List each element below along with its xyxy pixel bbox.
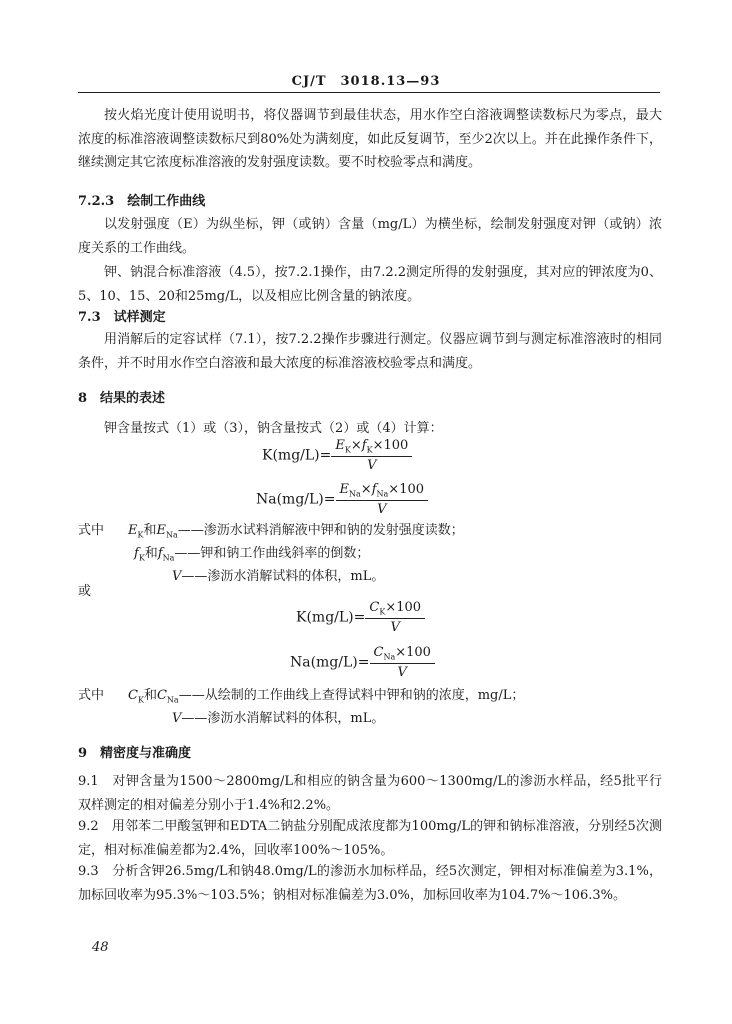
where-label-2: 式中 — [78, 688, 105, 703]
formula-3-denominator: V — [390, 619, 400, 635]
formula-1-numerator: $E_K\times f_K\times 100$ — [331, 438, 412, 457]
formula-1-lhs: K(mg/L)= — [262, 447, 332, 464]
section-7-2-2-body: 按火焰光度计使用说明书，将仪器调节到最佳状态，用水作空白溶液调整读数标尺为零点，最大浓度的标准溶液调整读数标尺到80%处为满刻度，如此反复调节，至少2次以上。并在此操作条件下，继续测定其它浓度标准溶液的发射强度读数。要不时校验零点和满度。 — [78, 108, 662, 170]
formula-4-denominator: V — [397, 664, 407, 680]
section-7-3-heading: 7.3 试样测定 — [78, 310, 166, 325]
formula-3-lhs: K(mg/L)= — [296, 609, 366, 626]
where-1-item-3: V——渗沥水消解试料的体积，mL。 — [172, 569, 385, 584]
section-9-3: 9.3 分析含钾26.5mg/L和钠48.0mg/L的渗沥水加标样品，经5次测定，钾相对标准偏差为3.1%，加标回收率为95.3%～103.5%；钠相对标准偏差为3.0%，加标回收率为104.7%～106.3%。 — [78, 864, 662, 903]
formula-3-numerator: $C_K\times 100$ — [365, 600, 425, 619]
formula-4 — [290, 645, 435, 680]
where-2-item-2: V——渗沥水消解试料的体积，mL。 — [172, 711, 385, 726]
formula-2 — [256, 482, 428, 517]
section-8-heading: 8 结果的表述 — [78, 391, 166, 406]
formula-4-lhs: Na(mg/L)= — [290, 654, 370, 671]
section-7-2-3-p1: 以发射强度（E）为纵坐标，钾（或钠）含量（mg/L）为横坐标，绘制发射强度对钾（或钠）浓度关系的工作曲线。 — [78, 217, 662, 256]
section-7-2-3-p2: 钾、钠混合标准溶液（4.5），按7.2.1操作，由7.2.2测定所得的发射强度，其对应的钾浓度为0、5、10、15、20和25mg/L，以及相应比例含量的钠浓度。 — [78, 265, 662, 304]
section-9-heading: 9 精密度与准确度 — [78, 746, 192, 761]
page-number: 48 — [92, 940, 109, 955]
formula-1-denominator: V — [367, 457, 377, 473]
section-9-2: 9.2 用邻苯二甲酸氢钾和EDTA二钠盐分别配成浓度都为100mg/L的钾和钠标准溶液，分别经5次测定，相对标准偏差都为2.4%，回收率100%～105%。 — [78, 819, 662, 858]
formula-4-numerator: $C_{Na}\times 100$ — [370, 645, 435, 664]
where-label-1: 式中 — [78, 523, 105, 538]
formula-3 — [296, 600, 425, 635]
where-1-item-1: $E_K$和$E_{Na}——$渗沥水试料消解液中钾和钠的发射强度读数； — [128, 523, 464, 540]
section-7-2-3-heading: 7.2.3 绘制工作曲线 — [78, 194, 206, 209]
or-label: 或 — [78, 584, 92, 599]
formula-2-denominator: V — [377, 501, 387, 517]
header-rule — [78, 92, 660, 93]
section-8-intro: 钾含量按式（1）或（3），钠含量按式（2）或（4）计算： — [104, 421, 443, 436]
formula-2-numerator: $E_{Na}\times f_{Na}\times 100$ — [336, 482, 429, 501]
formula-1 — [262, 438, 412, 473]
where-2-item-1: $C_K$和$C_{Na}——$从绘制的工作曲线上查得试料中钾和钠的浓度，mg/L； — [128, 688, 525, 705]
page-header: CJ/T 3018.13—93 — [291, 74, 441, 89]
section-7-3-body: 用消解后的定容试样（7.1），按7.2.2操作步骤进行测定。仪器应调节到与测定标准溶液时的相同条件，并不时用水作空白溶液和最大浓度的标准溶液校验零点和满度。 — [78, 332, 662, 371]
section-9-1: 9.1 对钾含量为1500～2800mg/L和相应的钠含量为600～1300mg/L的渗沥水样品，经5批平行双样测定的相对偏差分别小于1.4%和2.2%。 — [78, 774, 662, 813]
where-1-item-2: $f_K$和$f_{Na}——$钾和钠工作曲线斜率的倒数； — [134, 546, 370, 563]
formula-2-lhs: Na(mg/L)= — [256, 491, 336, 508]
